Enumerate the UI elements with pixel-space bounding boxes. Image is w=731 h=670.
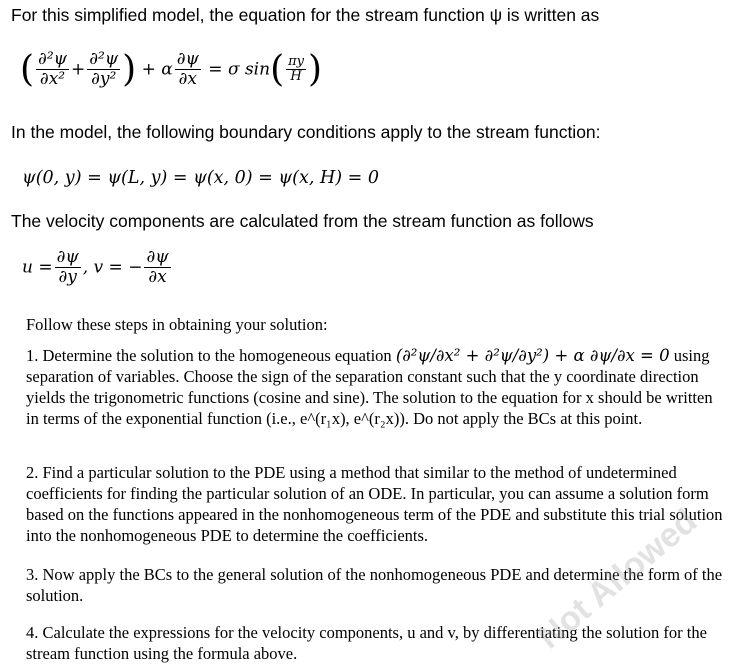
- velocity-intro-text: The velocity components are calculated from the stream function as follows: [11, 211, 594, 231]
- eq-num-1: ∂²ψ: [38, 49, 67, 69]
- velocity-u: u =: [22, 257, 53, 278]
- step-2: 2. Find a particular solution to the PDE using a method that similar to the method of undetermined coefficients for finding the particular solution of an ODE. In particular, you can assume a solution form based on the functions appeared in the nonhomogeneous term of the PDE and substitute this trial solution into the nonhomogeneous PDE to determine the coefficients.: [26, 463, 723, 545]
- eq-den-2: ∂y²: [91, 68, 117, 89]
- bc-equation: ψ(0, y) = ψ(L, y) = ψ(x, 0) = ψ(x, H) = 0: [22, 168, 379, 188]
- eq-num-4: πy: [288, 54, 305, 70]
- eq-rhs: = σ sin: [208, 59, 271, 80]
- main-equation: ( $\frac{\text{∂²ψ}}{\text{∂x²}}$ + $\frac{\text{∂²ψ}}{\text{∂y²}}$ ) + α $\frac{\partial\psi}{\partial x}$ = σ sin( $\frac{\pi y}{H}$ ): [20, 48, 323, 90]
- watermark: Not Allowed: [530, 501, 705, 657]
- velocity-v: , v = −: [82, 257, 143, 278]
- eq-alpha: + α: [141, 59, 173, 80]
- bc-intro-text: In the model, the following boundary conditions apply to the stream function:: [11, 122, 601, 142]
- step-1-text-b: using separation of variables. Choose the sign of the separation constant such that the y coordinate direction yields the trigonometric functions (cosine and sine). The solution to the equation for x should be written in terms of the exponential function (i.e., e^(r₁x), e^(r₂x)). Do not apply the BCs at this point.: [26, 346, 713, 428]
- vel-den-2: ∂x: [148, 266, 167, 287]
- step-1-text-a: 1. Determine the solution to the homogeneous equation: [26, 346, 392, 365]
- vel-den-1: ∂y: [58, 266, 77, 287]
- step-1: [26, 345, 726, 429]
- intro-text: For this simplified model, the equation for the stream function ψ is written as: [11, 5, 600, 25]
- eq-num-3: ∂ψ: [176, 49, 199, 69]
- step-3: 3. Now apply the BCs to the general solution of the nonhomogeneous PDE and determine the form of the solution.: [26, 565, 723, 605]
- eq-den-1: ∂x²: [39, 68, 66, 89]
- velocity-equation: [22, 249, 173, 287]
- step-4: 4. Calculate the expressions for the velocity components, u and v, by differentiating the solution for the stream function using the formula above.: [26, 623, 707, 663]
- step-1-equation: (∂²ψ/∂x² + ∂²ψ/∂y²) + α ∂ψ/∂x = 0: [395, 346, 670, 365]
- steps-intro: Follow these steps in obtaining your solution:: [26, 315, 328, 334]
- eq-den-3: ∂x: [178, 68, 198, 89]
- eq-num-2: ∂²ψ: [89, 49, 119, 69]
- vel-num-2: ∂ψ: [146, 247, 169, 267]
- eq-den-4: H: [290, 68, 302, 84]
- vel-num-1: ∂ψ: [56, 247, 79, 267]
